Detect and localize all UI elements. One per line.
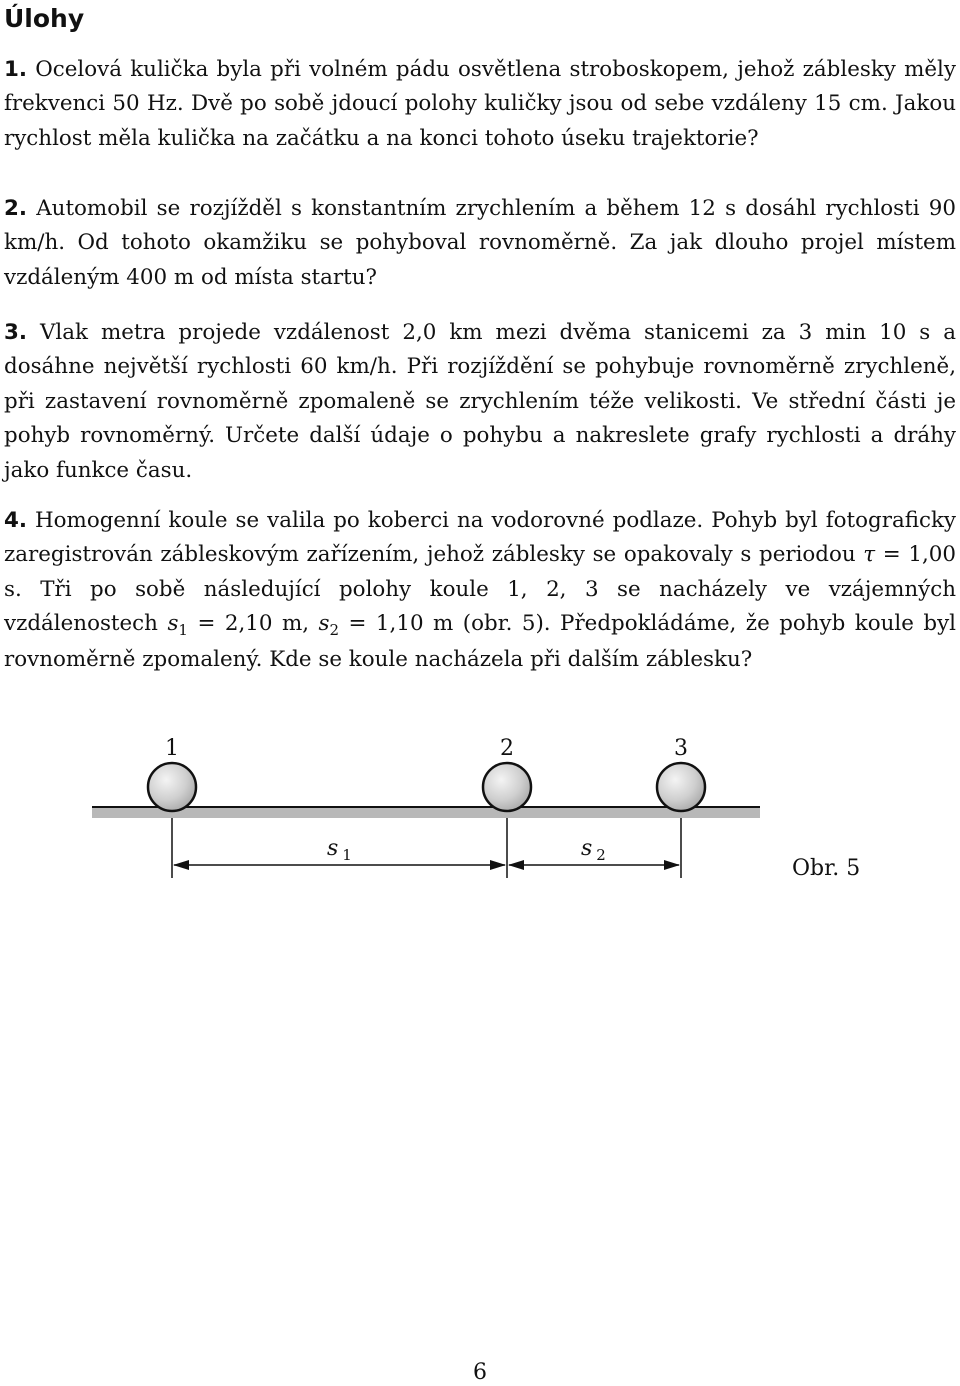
figure-5 <box>0 720 960 920</box>
problem-text: Vlak metra projede vzdálenost 2,0 km mezi dvěma stanicemi za 3 min 10 s a dosáhne největší rychlosti 60 km/h. Při rozjíždění se pohybuje rovnoměrně zrychleně, při zastavení rovnoměrně zpomaleně se zrychlením téže velikosti. Ve střední části je pohyb rovnoměrný. Určete další údaje o pohybu a nakreslete grafy rychlosti a dráhy jako funkce času. <box>4 320 956 483</box>
figure-caption: Obr. 5 <box>792 856 861 881</box>
problem-text-d: = 1,10 m (obr. 5). Předpokládáme, že pohyb koule byl rovnoměrně zpomalený. Kde se koule nacházela při dalším záblesku? <box>4 611 957 672</box>
ball-label-1: 1 <box>165 736 179 761</box>
ball-label-2: 2 <box>500 736 514 761</box>
figure-5-diagram <box>0 720 960 920</box>
problem-number: 3. <box>4 320 28 345</box>
ball-label-3: 3 <box>674 736 688 761</box>
page-number: 6 <box>473 1360 487 1385</box>
problem-4 <box>4 504 956 677</box>
ball-1 <box>148 763 196 811</box>
s2-label: s 2 <box>581 836 606 864</box>
problem-1 <box>4 53 956 156</box>
floor <box>92 807 760 818</box>
problem-number: 4. <box>4 508 28 533</box>
problem-number: 2. <box>4 196 28 221</box>
section-heading: Úlohy <box>4 4 85 33</box>
problem-2 <box>4 192 956 295</box>
s2-symbol: $s_2$ <box>318 611 340 640</box>
problem-text-a: Homogenní koule se valila po koberci na vodorovné podlaze. Pohyb byl fotograficky zaregistrován zábleskovým zařízením, jehož záblesky se opakovaly s periodou <box>4 508 956 568</box>
ball-2 <box>483 763 531 811</box>
problem-text-b: = 1,00 s. Tři po sobě následující polohy koule 1, 2, 3 se nacházely ve vzájemných vzdálenostech <box>4 542 956 637</box>
problem-number: 1. <box>4 57 28 82</box>
arrowhead-s1-left <box>173 860 189 870</box>
arrowhead-s2-left <box>508 860 524 870</box>
arrowhead-s2-right <box>664 860 680 870</box>
tau-symbol: τ <box>863 542 876 568</box>
s1-symbol: $s_1$ <box>167 611 188 640</box>
s1-label: s 1 <box>327 836 352 864</box>
problem-text-c: = 2,10 m, <box>197 611 310 637</box>
arrowhead-s1-right <box>490 860 506 870</box>
ball-3 <box>657 763 705 811</box>
problem-text: Ocelová kulička byla při volném pádu osvětlena stroboskopem, jehož záblesky měly frekvenci 50 Hz. Dvě po sobě jdoucí polohy kuličky jsou od sebe vzdáleny 15 cm. Jakou rychlost měla kulička na začátku a na konci tohoto úseku trajektorie? <box>4 57 956 151</box>
problem-text: Automobil se rozjížděl s konstantním zrychlením a během 12 s dosáhl rychlosti 90 km/h. Od tohoto okamžiku se pohyboval rovnoměrně. Za jak dlouho projel místem vzdáleným 400 m od místa startu? <box>4 196 956 290</box>
problem-3 <box>4 316 956 488</box>
